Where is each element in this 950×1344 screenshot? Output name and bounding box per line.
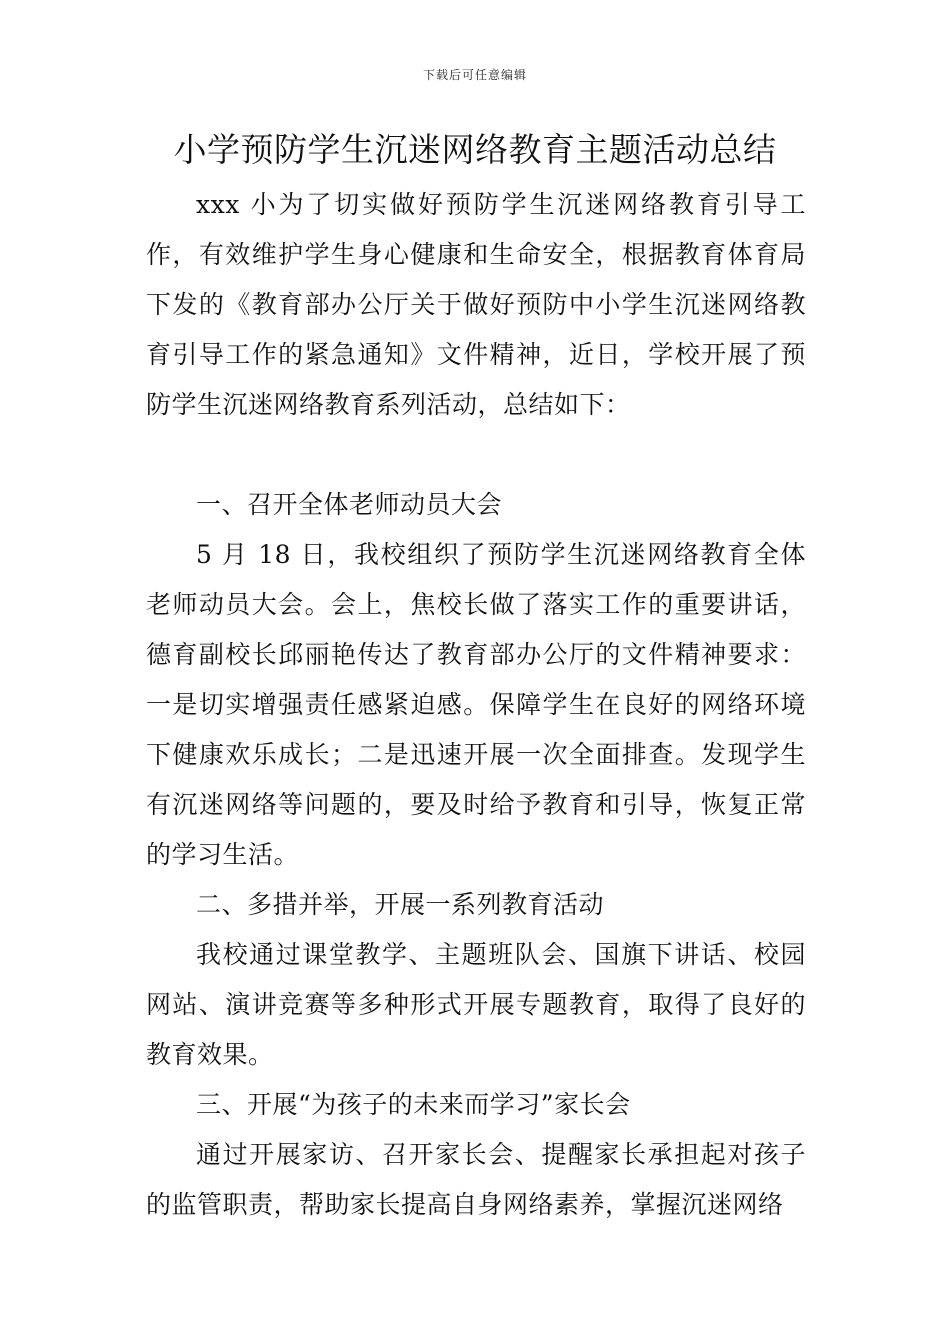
intro-paragraph: xxx 小为了切实做好预防学生沉迷网络教育引导工作，有效维护学生身心健康和生命安全，根据教育体育局下发的《教育部办公厅关于做好预防中小学生沉迷网络教育引导工作的紧急通知》文件精神，近日，学校开展了预防学生沉迷网络教育系列活动，总结如下： <box>146 190 806 419</box>
header-note: 下载后可任意编辑 <box>422 68 527 82</box>
section-3-body: 通过开展家访、召开家长会、提醒家长承担起对孩子的监管职责，帮助家长提高自身网络素养，掌握沉迷网络 <box>146 1140 806 1219</box>
document-title: 小学预防学生沉迷网络教育主题活动总结 <box>173 130 777 169</box>
document-body <box>146 180 806 1230</box>
section-2-body: 我校通过课堂教学、主题班队会、国旗下讲话、校园网站、演讲竞赛等多种形式开展专题教育，取得了良好的教育效果。 <box>146 940 806 1069</box>
section-1-heading: 一、召开全体老师动员大会 <box>196 490 503 519</box>
paragraph-gap <box>146 430 806 480</box>
section-1-body: 5 月 18 日，我校组织了预防学生沉迷网络教育全体老师动员大会。会上，焦校长做了落实工作的重要讲话，德育副校长邱丽艳传达了教育部办公厅的文件精神要求：一是切实增强责任感紧迫感。保障学生在良好的网络环境下健康欢乐成长；二是迅速开展一次全面排查。发现学生有沉迷网络等问题的，要及时给予教育和引导，恢复正常的学习生活。 <box>146 540 806 869</box>
section-3-heading: 三、开展“为孩子的未来而学习”家长会 <box>196 1090 631 1119</box>
section-2-heading: 二、多措并举，开展一系列教育活动 <box>196 890 605 919</box>
